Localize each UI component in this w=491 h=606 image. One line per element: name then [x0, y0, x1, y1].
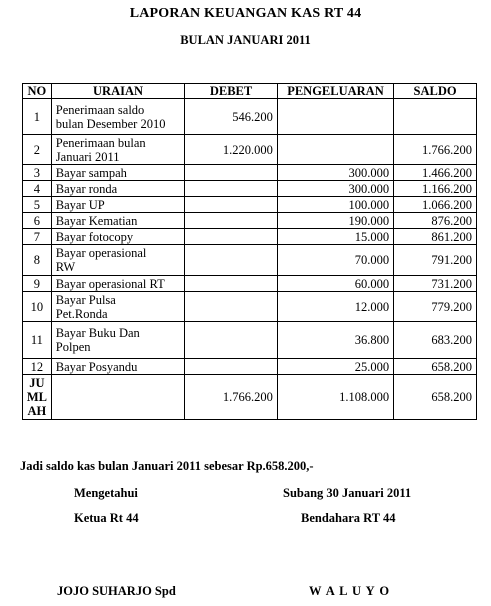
table-row: [23, 322, 477, 359]
cell-debet: [185, 322, 278, 359]
cell-pengeluaran: 60.000: [277, 276, 393, 292]
summary-text: Jadi saldo kas bulan Januari 2011 sebesar Rp.658.200,-: [20, 459, 314, 473]
table-row: [23, 359, 477, 375]
table-row: [23, 135, 477, 165]
finance-table: [22, 83, 477, 420]
cell-pengeluaran: 36.800: [277, 322, 393, 359]
table-row: [23, 276, 477, 292]
cell-debet: 546.200: [185, 99, 278, 135]
cell-debet: 1.220.000: [185, 135, 278, 165]
cell-debet: [185, 292, 278, 322]
uraian-line: Bayar Buku Dan: [55, 326, 140, 340]
cell-uraian: [51, 99, 184, 135]
report-subtitle: BULAN JANUARI 2011: [180, 33, 311, 47]
cell-debet: [185, 276, 278, 292]
uraian-line: Bayar ronda: [55, 181, 118, 196]
cell-debet: [185, 359, 278, 375]
cell-saldo: 1.766.200: [394, 135, 477, 165]
cell-no: 4: [23, 181, 52, 197]
cell-debet: [185, 181, 278, 197]
uraian-line: Bayar Kematian: [55, 213, 138, 228]
uraian-line: Bayar fotocopy: [55, 229, 134, 244]
total-label-part: AH: [27, 404, 47, 418]
cell-saldo: 876.200: [394, 213, 477, 229]
cell-saldo: [394, 99, 477, 135]
header-debet: DEBET: [185, 84, 278, 99]
header-uraian: URAIAN: [51, 84, 184, 99]
cell-uraian: [51, 245, 184, 276]
cell-pengeluaran: 15.000: [277, 229, 393, 245]
cell-saldo: 658.200: [394, 359, 477, 375]
uraian-line: Penerimaan saldo: [55, 102, 145, 117]
cell-no: 11: [23, 322, 52, 359]
table-row: [23, 197, 477, 213]
cell-no: 5: [23, 197, 52, 213]
cell-saldo: 1.166.200: [394, 181, 477, 197]
cell-uraian: [51, 322, 184, 359]
uraian-line: Bayar UP: [55, 197, 105, 212]
cell-debet: [185, 197, 278, 213]
cell-saldo: 1.066.200: [394, 197, 477, 213]
uraian-line: bulan Desember 2010: [55, 116, 166, 131]
table-row: [23, 229, 477, 245]
cell-pengeluaran: 25.000: [277, 359, 393, 375]
cell-no: 10: [23, 292, 52, 322]
total-label-part: JU: [29, 376, 45, 390]
uraian-line: Pet.Ronda: [55, 306, 108, 321]
header-no: NO: [23, 84, 52, 99]
cell-saldo: 861.200: [394, 229, 477, 245]
uraian-line: Bayar operasional: [55, 246, 147, 260]
cell-uraian: [51, 292, 184, 322]
cell-no: 2: [23, 135, 52, 165]
total-label-part: ML: [26, 390, 47, 404]
cell-uraian: [51, 197, 184, 213]
cell-debet: [185, 229, 278, 245]
table-row: [23, 213, 477, 229]
cell-pengeluaran: [277, 99, 393, 135]
cell-uraian: [51, 181, 184, 197]
table-row: [23, 165, 477, 181]
cell-no: 7: [23, 229, 52, 245]
cell-pengeluaran: [277, 135, 393, 165]
header-saldo: SALDO: [394, 84, 477, 99]
cell-saldo: 683.200: [394, 322, 477, 359]
uraian-line: Bayar sampah: [55, 165, 127, 180]
cell-uraian: [51, 359, 184, 375]
report-title: LAPORAN KEUANGAN KAS RT 44: [129, 6, 362, 21]
total-debet: 1.766.200: [185, 375, 278, 420]
uraian-line: Bayar Pulsa: [55, 292, 116, 307]
cell-no: 8: [23, 245, 52, 276]
left-sign-heading: Mengetahui: [74, 486, 138, 500]
cell-uraian: [51, 135, 184, 165]
cell-uraian: [51, 229, 184, 245]
cell-pengeluaran: 12.000: [277, 292, 393, 322]
cell-debet: [185, 213, 278, 229]
cell-pengeluaran: 300.000: [277, 181, 393, 197]
cell-debet: [185, 165, 278, 181]
cell-no: 9: [23, 276, 52, 292]
cell-uraian: [51, 213, 184, 229]
uraian-line: Polpen: [55, 340, 91, 354]
cell-pengeluaran: 190.000: [277, 213, 393, 229]
cell-saldo: 791.200: [394, 245, 477, 276]
cell-pengeluaran: 300.000: [277, 165, 393, 181]
cell-uraian: [51, 276, 184, 292]
uraian-line: Bayar Posyandu: [55, 359, 138, 374]
cell-no: 1: [23, 99, 52, 135]
right-sign-place-date: Subang 30 Januari 2011: [283, 486, 412, 500]
uraian-line: Penerimaan bulan: [55, 135, 146, 150]
left-sign-role: Ketua Rt 44: [74, 511, 139, 525]
cell-saldo: 731.200: [394, 276, 477, 292]
cell-no: 3: [23, 165, 52, 181]
cell-debet: [185, 245, 278, 276]
right-sign-name: W A L U Y O: [309, 584, 391, 598]
total-pengeluaran: 1.108.000: [277, 375, 393, 420]
total-label: [23, 375, 52, 420]
table-row: [23, 245, 477, 276]
uraian-line: Bayar operasional RT: [55, 276, 165, 291]
cell-no: 6: [23, 213, 52, 229]
uraian-line: RW: [55, 260, 76, 274]
header-pengeluaran: PENGELUARAN: [277, 84, 393, 99]
total-row: [23, 375, 477, 420]
table-row: [23, 292, 477, 322]
table-row: [23, 99, 477, 135]
uraian-line: Januari 2011: [55, 149, 120, 164]
total-saldo: 658.200: [394, 375, 477, 420]
right-sign-role: Bendahara RT 44: [301, 511, 396, 525]
cell-no: 12: [23, 359, 52, 375]
left-sign-name: JOJO SUHARJO Spd: [57, 584, 176, 598]
cell-pengeluaran: 100.000: [277, 197, 393, 213]
table-row: [23, 181, 477, 197]
cell-uraian: [51, 165, 184, 181]
cell-saldo: 779.200: [394, 292, 477, 322]
total-uraian-cell: [51, 375, 184, 420]
table-header-row: [23, 84, 477, 99]
cell-saldo: 1.466.200: [394, 165, 477, 181]
cell-pengeluaran: 70.000: [277, 245, 393, 276]
